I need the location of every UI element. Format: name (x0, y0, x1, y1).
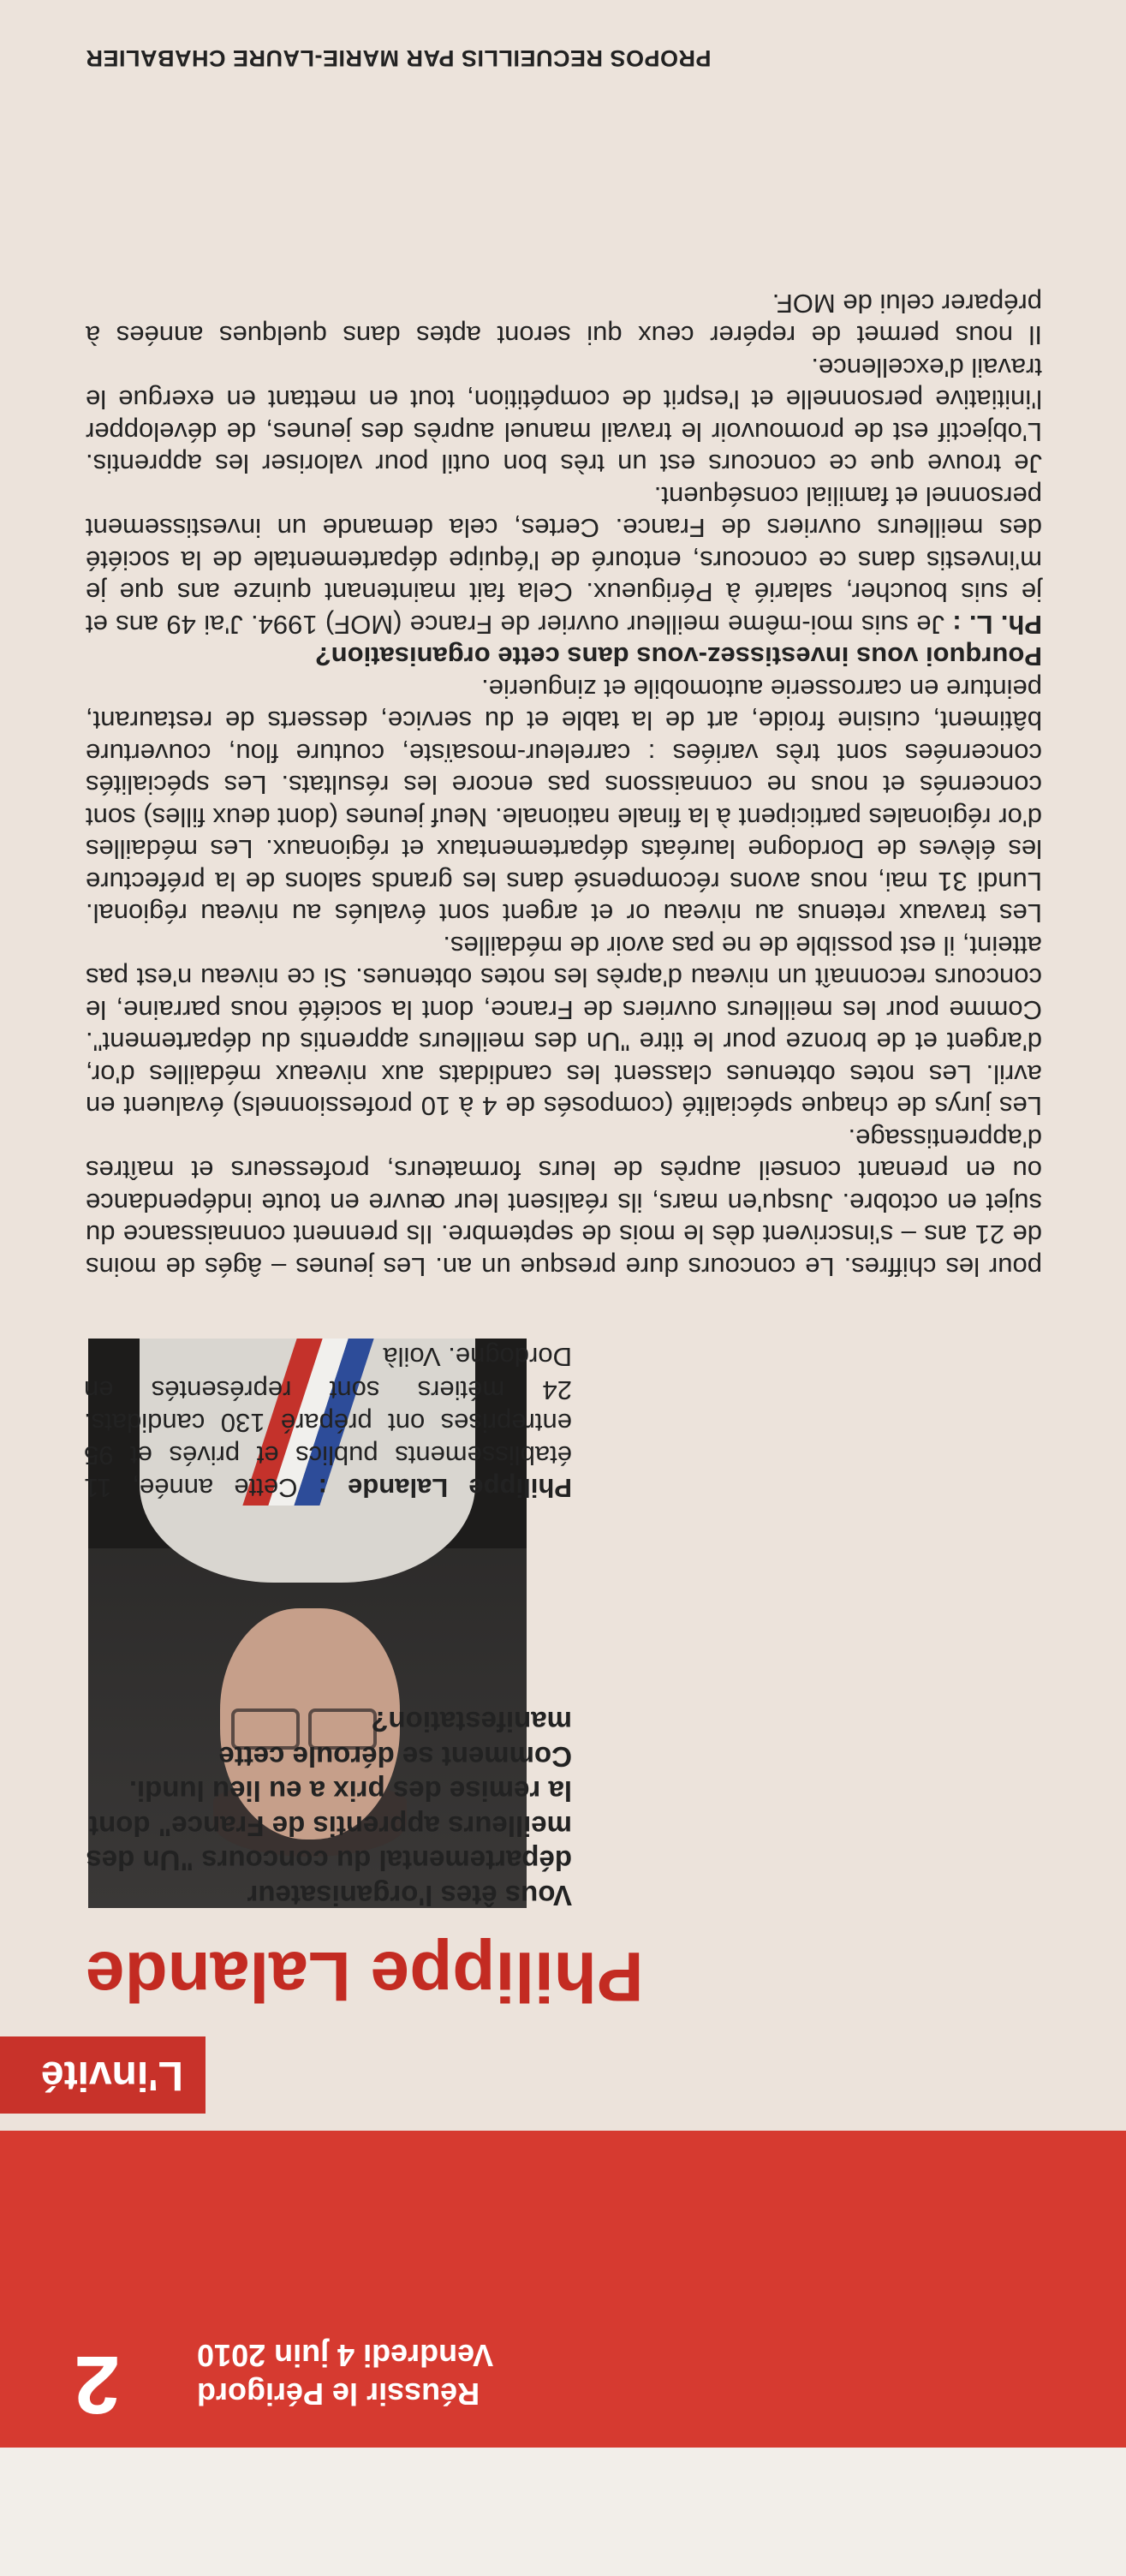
answer-1-text: Cette année, 11 établissements publics et privés et 95 entreprises ont préparé 130 candidats. 24 métiers sont représentés en Dordogne. Voilà (84, 1342, 572, 1503)
interviewee-name: Philippe Lalande (86, 1937, 644, 2015)
paragraph-6: Il nous permet de repérer ceux qui seront aptes dans quelques années à préparer celui de MOF. (86, 289, 1042, 351)
rubric-label: L'invité (0, 2036, 206, 2114)
question-1: Vous êtes l'organisateur départemental du concours "Un des meilleurs apprentis de France" dont la remise des prix a eu lieu lundi. Comment se déroule cette manifestation? (86, 1706, 572, 1911)
answer-2 (86, 480, 1042, 641)
paragraph-3: Les travaux retenus au niveau or et argent sont évalués au niveau régional. Lundi 31 mai, nous avons récompensé dans les grands salons de la préfecture les élèves de Dordogne lauréats départementaux et régionaux. Les médailles d'or régionales participent à la finale nationale. Neuf jeunes (dont deux filles) sont concernés et nous ne connaissons pas encore les résultats. Les spécialités concernées sont très variées : carreleur-mosaïste, couture flou, couverture bâtiment, cuisine froide, art de la table et du service, desserts de restaurant, peinture en carrosserie automobile et zinguerie. (86, 674, 1042, 929)
answer-2-text: Je suis moi-même meilleur ouvrier de France (MOF) 1994. J'ai 49 ans et je suis boucher, salarié à Périgueux. Cela fait maintenant quinze ans que je m'investis dans ce concours, entouré de l'équipe départementale de la société des meilleurs ouvriers de France. Certes, cela demande un investissement personnel et familial conséquent. (86, 481, 1042, 640)
publication-name: Réussir le Périgord (197, 2376, 480, 2412)
issue-info (197, 2336, 493, 2413)
question-2: Pourquoi vous investissez-vous dans cette organisation? (314, 641, 1042, 672)
answer-1-start (84, 1340, 572, 1504)
answer-2-label: Ph. L. : (952, 610, 1042, 640)
header-margin (0, 2448, 1126, 2576)
answer-1-label: Philippe Lalande : (318, 1473, 572, 1503)
paragraph-5: Je trouve que ce concours est un très bon outil pour valoriser les apprentis. L'objectif est de promouvoir le travail manuel auprès des jeunes, de développer l'initiative personnelle et l'esprit de compétition, tout en mettant en exergue le travail d'excellence. (86, 353, 1042, 480)
article-body (86, 288, 1042, 1284)
issue-date: Vendredi 4 juin 2010 (197, 2338, 494, 2373)
answer-1-rest: pour les chiffres. Le concours dure presque un an. Les jeunes – âgés de moins de 21 ans – s'inscrivent dès le mois de septembre. Ils prennent connaissance du sujet en octobre. Jusqu'en mars, ils réalisent leur œuvre en toute indépendance ou en prenant conseil auprès de leurs formateurs, professeurs et maîtres d'apprentissage. (86, 1124, 1042, 1282)
paragraph-2: Les jurys de chaque spécialité (composés de 4 à 10 professionnels) évaluent en avril. Les notes obtenues classent les candidats aux niveaux médailles d'or, d'argent et de bronze pour le titre "Un des meilleurs apprentis du département". Comme pour les meilleurs ouvriers de France, dont la société nous parraine, le concours reconnaît un niveau d'après les notes obtenues. Si ce niveau n'est pas atteint, il est possible de ne pas avoir de médailles. (86, 931, 1042, 1122)
page-number: 2 (74, 2339, 120, 2430)
byline-credit: PROPOS RECUEILLIS PAR MARIE-LAURE CHABALIER (86, 45, 712, 71)
